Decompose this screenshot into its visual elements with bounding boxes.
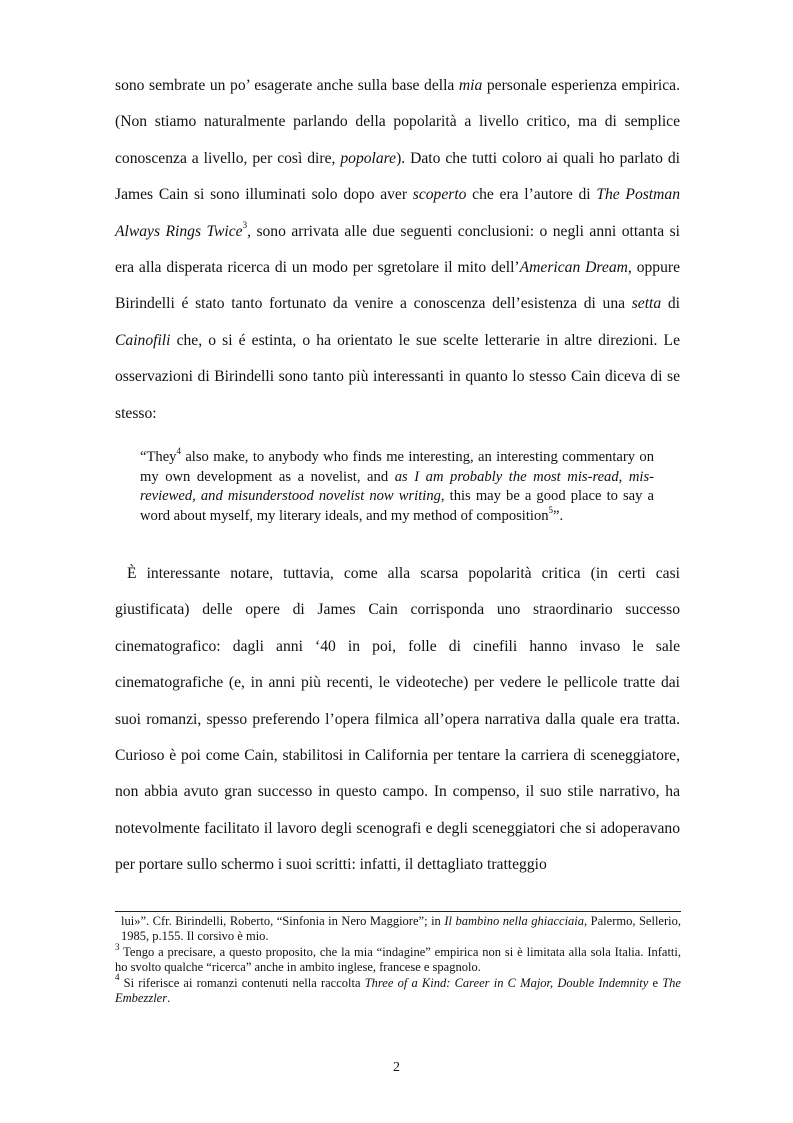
text-run: Si riferisce ai romanzi contenuti nella raccolta bbox=[119, 975, 365, 990]
text-run: di bbox=[661, 295, 681, 313]
text-run: che, o si é estinta, o ha orientato le sue scelte letterarie in altre direzioni. Le osservazioni di Birindelli sono tanto più interessanti in quanto lo stesso Cain diceva di se stesso: bbox=[115, 331, 680, 422]
footnote-mark: 4 bbox=[115, 972, 120, 983]
emphasis: scoperto bbox=[412, 186, 467, 204]
text-run: , oppure Birindelli é stato tanto fortunato da venire a conoscenza dell’esistenza di una bbox=[115, 259, 680, 313]
book-title: The Postman Always Rings Twice bbox=[115, 186, 680, 240]
text-run: ). Dato che tutti coloro ai quali ho parlato di James Cain si sono illuminati solo dopo aver bbox=[115, 149, 680, 204]
text-run: personale esperienza empirica. (Non stiamo naturalmente parlando della popolarità a livello critico, ma di semplice conoscenza a livello, per così dire, bbox=[115, 77, 680, 167]
text-run: e bbox=[648, 975, 663, 990]
text-run: ”. bbox=[553, 507, 564, 524]
book-title: Il bambino nella ghiacciaia bbox=[444, 914, 585, 928]
punctuation: , bbox=[247, 222, 251, 240]
text-run: , Palermo, Sellerio, 1985, p.155. Il corsivo è mio. bbox=[121, 914, 681, 944]
text-run: . bbox=[167, 991, 171, 1006]
text-run: , this may be a good place to say a word about myself, my literary ideals, and my method of composition bbox=[140, 488, 655, 524]
footnote-ref-3[interactable]: 3 bbox=[242, 220, 248, 231]
emphasis: Cainofili bbox=[115, 331, 171, 349]
book-title: The Embezzler bbox=[115, 975, 681, 1006]
footnotes bbox=[115, 914, 681, 1006]
emphasis: American Dream bbox=[519, 259, 628, 277]
emphasis: mia bbox=[458, 77, 483, 94]
footnote-separator bbox=[115, 911, 681, 912]
emphasis: setta bbox=[631, 295, 662, 313]
body-paragraph-1 bbox=[115, 68, 680, 432]
text-run: sono sembrate un po’ esagerate anche sulla base della bbox=[115, 77, 459, 94]
text-run: “They bbox=[140, 449, 177, 465]
book-title: Three of a Kind: Career in C Major, Double Indemnity bbox=[364, 975, 649, 990]
text-run: Tengo a precisare, a questo proposito, che la mia “indagine” empirica non si è limitata alla sola Italia. Infatti, ho svolto qualche “ricerca” anche in ambito inglese, francese e spagnolo. bbox=[115, 944, 681, 975]
footnote-4 bbox=[115, 972, 681, 1007]
text-run: also make, to anybody who finds me interesting, an interesting commentary on my own development as a novelist, and bbox=[140, 449, 654, 485]
footnote-3 bbox=[115, 941, 681, 976]
text-run: sono arrivata alle due seguenti conclusioni: o negli anni ottanta si era alla disperata ricerca di un modo per sgretolare il mito dell’ bbox=[115, 222, 680, 277]
footnote-ref-4[interactable]: 4 bbox=[176, 446, 181, 457]
page-number: 2 bbox=[393, 1060, 400, 1075]
footnote-continuation bbox=[115, 914, 681, 945]
emphasis: popolare bbox=[340, 149, 397, 167]
footnote-mark: 3 bbox=[115, 941, 120, 952]
block-quote bbox=[140, 448, 654, 526]
emphasis: as I am probably the most mis-read, mis-reviewed, and misunderstood novelist now writing bbox=[140, 468, 654, 504]
body-paragraph-2: È interessante notare, tuttavia, come alla scarsa popolarità critica (in certi casi giustificata) delle opere di James Cain corrisponda uno straordinario successo cinematografico: dagli anni ‘40 in poi, folle di cinefili hanno invaso le sale cinematografiche (e, in anni più recenti, le videoteche) per vedere le pellicole tratte dai suoi romanzi, spesso preferendo l’opera filmica all’opera narrativa dalla quale era tratta. Curioso è poi come Cain, stabilitosi in California per tentare la carriera di sceneggiatore, non abbia avuto gran successo in questo campo. In compenso, il suo stile narrativo, ha notevolmente facilitato il lavoro degli scenografi e degli sceneggiatori che si adoperavano per portare sullo schermo i suoi scritti: infatti, il dettagliato tratteggio bbox=[115, 565, 680, 874]
text-run: lui»”. Cfr. Birindelli, Roberto, “Sinfonia in Nero Maggiore”; in bbox=[121, 914, 445, 928]
text-run: che era l’autore di bbox=[466, 186, 597, 204]
footnote-ref-5[interactable]: 5 bbox=[548, 504, 554, 515]
